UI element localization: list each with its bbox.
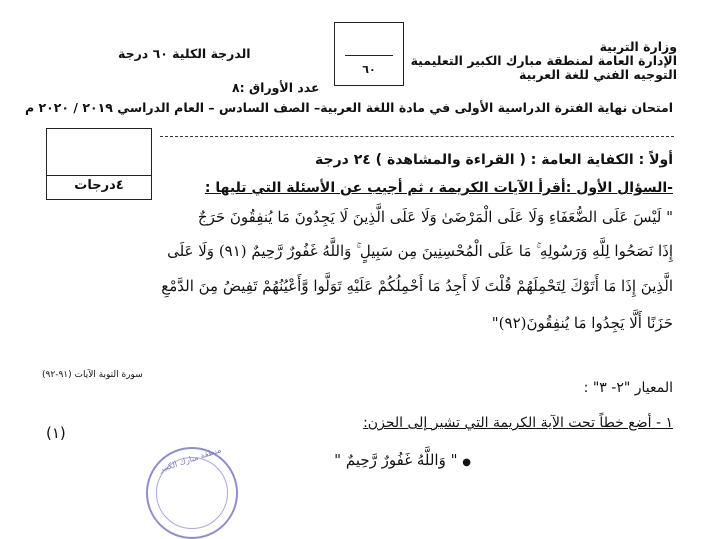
total-score-box: [334, 22, 404, 86]
verse-line-1: " لَيْسَ عَلَى الضُّعَفَاءِ وَلَا عَلَى الْمَرْضَىٰ وَلَا عَلَى الَّذِينَ لَا يَجِدُونَ مَا يُنفِقُونَ حَرَجٌ: [197, 208, 673, 226]
verse-source: سورة التوبة الآيات (٩١-٩٢): [42, 370, 143, 380]
verse-line-4: حَزَنًا أَلَّا يَجِدُوا مَا يُنفِقُونَ(٩٢)": [491, 314, 673, 332]
item-1-mark: (١): [46, 424, 66, 442]
directorate-name: الإدارة العامة لمنطقة مبارك الكبير التعليمية: [410, 53, 677, 68]
exam-title: امتحان نهاية الفترة الدراسية الأولى في مادة اللغة العربية– الصف السادس – العام الدراسي ٢٠١٩ / ٢٠٢٠ م: [25, 100, 673, 115]
criterion: المعيار "٢- ٣" :: [583, 380, 673, 396]
header-divider: [160, 136, 674, 137]
ministry-name: وزارة التربية: [599, 39, 677, 54]
verse-line-2: إِذَا نَصَحُوا لِلَّهِ وَرَسُولِهِ ۚ مَا عَلَى الْمُحْسِنِينَ مِن سَبِيلٍ ۚ وَاللَّهُ غَفُورٌ رَّحِيمٌ (٩١) وَلَا عَلَى: [167, 242, 673, 260]
score-box-line: [345, 55, 393, 56]
supervision-name: التوجيه الفني للغة العربية: [518, 67, 677, 82]
official-seal-stamp: [146, 447, 238, 539]
grade-box-divider: [47, 175, 151, 176]
item-1-bullet-text: " وَاللَّهُ غَفُورٌ رَّحِيمٌ ": [334, 451, 458, 469]
item-1-bullet: [334, 450, 471, 473]
section-grade-box: [46, 128, 152, 200]
section-title: أولاً : الكفاية العامة : ( القراءة والمشاهدة ) ٢٤ درجة: [315, 152, 673, 168]
bullet-dot-icon: ●: [462, 457, 471, 468]
seal-text: منطقة مبارك الكبير: [158, 445, 223, 474]
item-1-text: ١ - أضع خطاً تحت الآية الكريمة التي تشير إلى الحزن:: [363, 415, 673, 431]
grade-box-label: ٤درجات: [74, 178, 124, 193]
total-grade: الدرجة الكلية ٦٠ درجة: [118, 46, 251, 61]
pages-count: عدد الأوراق :٨: [232, 80, 320, 95]
verse-line-3: الَّذِينَ إِذَا مَا أَتَوْكَ لِتَحْمِلَهُمْ قُلْتَ لَا أَجِدُ مَا أَحْمِلُكُمْ عَلَيْهِ تَوَلَّوا وَّأَعْيُنُهُمْ تَفِيضُ مِنَ الدَّمْعِ: [161, 277, 673, 295]
score-box-value: ٦٠: [362, 63, 376, 76]
question-title: -السؤال الأول :أقرأ الآيات الكريمة ، ثم أجيب عن الأسئلة التي تليها :: [204, 180, 673, 196]
